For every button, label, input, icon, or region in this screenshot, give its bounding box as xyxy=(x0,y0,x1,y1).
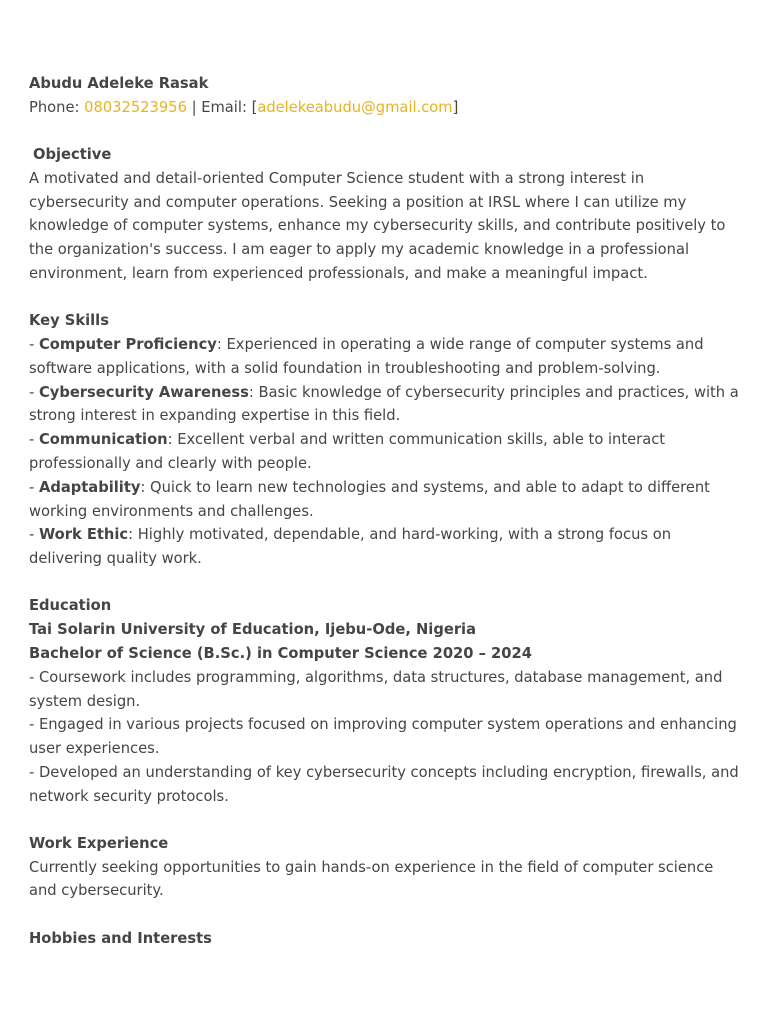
education-heading: Education xyxy=(29,597,112,615)
skill-name: Computer Proficiency xyxy=(38,335,217,353)
email-link[interactable]: adelekeabudu@gmail.com xyxy=(257,98,453,116)
skill-name: Work Ethic xyxy=(38,526,129,544)
email-bracket-close: ] xyxy=(452,98,459,116)
skills-heading: Key Skills xyxy=(29,312,109,330)
resume-document xyxy=(29,72,745,950)
email-label: | Email: [ xyxy=(186,98,258,116)
skill-name: Adaptability xyxy=(38,478,141,496)
skill-name: Communication xyxy=(38,431,168,449)
candidate-name: Abudu Adeleke Rasak xyxy=(29,75,209,92)
skill-dash: - xyxy=(29,478,39,496)
skill-description: : Quick to learn new technologies and systems, and able to adapt to different working environments and challenges. xyxy=(29,478,710,520)
skill-item xyxy=(29,523,745,571)
skill-item xyxy=(29,476,745,524)
skill-description: : Basic knowledge of cybersecurity principles and practices, with a strong interest in expanding expertise in this field. xyxy=(29,383,739,425)
education-degree: Bachelor of Science (B.Sc.) in Computer Science 2020 – 2024 xyxy=(29,644,532,662)
phone-label: Phone: xyxy=(29,98,85,116)
skill-description: : Experienced in operating a wide range of computer systems and software applications, with a solid foundation in troubleshooting and problem-solving. xyxy=(29,335,704,377)
skill-description: : Highly motivated, dependable, and hard-working, with a strong focus on delivering quality work. xyxy=(29,526,672,568)
education-institution: Tai Solarin University of Education, Ijebu-Ode, Nigeria xyxy=(29,621,477,639)
objective-text: A motivated and detail-oriented Computer Science student with a strong interest in cybersecurity and computer operations. Seeking a position at IRSL where I can utilize my knowledge of computer systems, enhance my cybersecurity skills, and contribute positively to the organization's success. I am eager to apply my academic knowledge in a professional environment, learn from experienced professionals, and make a meaningful impact. xyxy=(29,169,726,282)
skill-dash: - xyxy=(29,526,39,544)
contact-line xyxy=(29,96,745,120)
phone-link[interactable]: 08032523956 xyxy=(84,98,187,116)
skill-name: Cybersecurity Awareness xyxy=(38,383,249,401)
skill-item xyxy=(29,381,745,429)
skill-dash: - xyxy=(29,431,39,449)
skill-dash: - xyxy=(29,383,39,401)
skill-description: : Excellent verbal and written communication skills, able to interact professionally and clearly with people. xyxy=(29,431,666,472)
education-bullet: - Engaged in various projects focused on improving computer system operations and enhancing user experiences. xyxy=(29,716,737,758)
skill-dash: - xyxy=(29,335,39,353)
hobbies-heading: Hobbies and Interests xyxy=(29,929,212,947)
work-heading: Work Experience xyxy=(29,834,169,852)
objective-heading: Objective xyxy=(33,145,112,163)
skill-item xyxy=(29,333,745,381)
education-bullet: - Developed an understanding of key cybersecurity concepts including encryption, firewalls, and network security protocols. xyxy=(29,763,739,805)
education-bullet: - Coursework includes programming, algorithms, data structures, database management, and system design. xyxy=(29,668,723,710)
skill-item xyxy=(29,428,745,476)
work-text: Currently seeking opportunities to gain hands-on experience in the field of computer science and cybersecurity. xyxy=(29,858,714,900)
